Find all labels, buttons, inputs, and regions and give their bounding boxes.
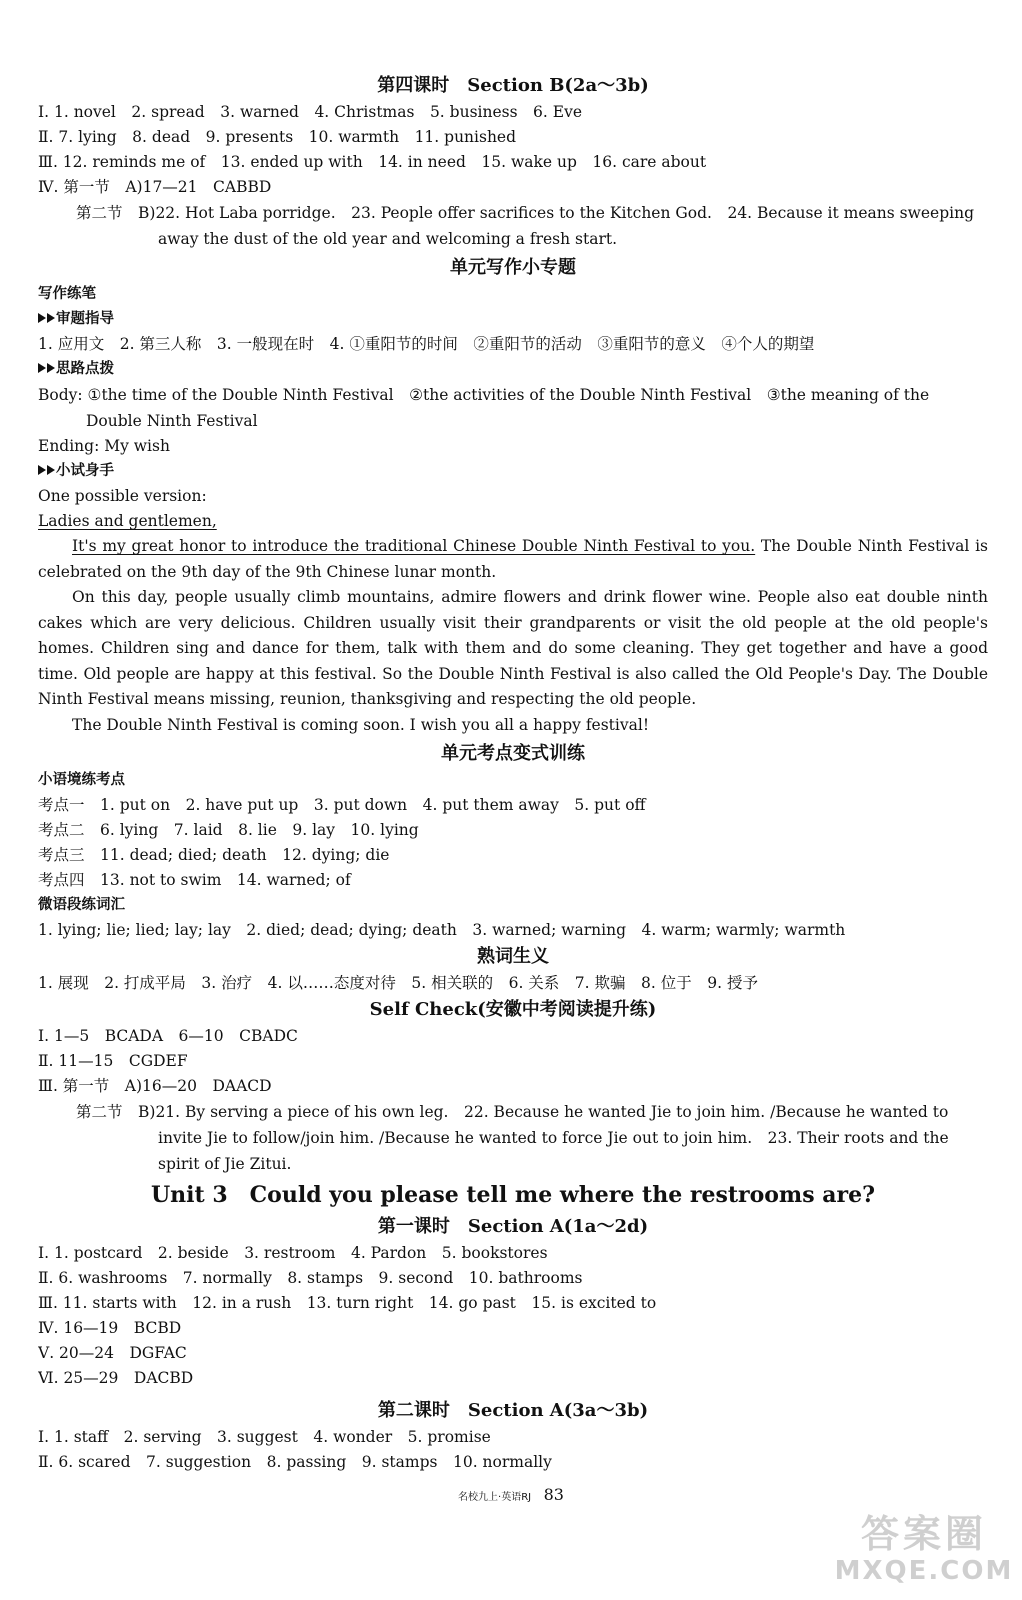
essay-paragraph-3: The Double Ninth Festival is coming soon. I wish you all a happy festival! [72,715,650,734]
arrow-icon [38,465,46,475]
guide-line: 1. 应用文 2. 第三人称 3. 一般现在时 4. ①重阳节的时间 ②重阳节的活动 ③重阳节的意义 ④个人的期望 [38,335,815,353]
s3-line-3: 考点三 11. dead; died; death 12. dying; die [38,846,390,864]
page-footer [0,1485,1022,1504]
arrow-icon [38,313,46,323]
s3-line-2: 考点二 6. lying 7. laid 8. lie 9. lay 10. lying [38,821,419,839]
essay-paragraph-1 [38,534,988,585]
s1-part2: 第二节 B)22. Hot Laba porridge. 23. People offer sacrifices to the Kitchen God. 24. Because it means sweeping away the dust of the old year and welcoming a fresh start. [76,204,974,248]
ending-outline: Ending: My wish [38,437,170,455]
guide-subtitle [38,307,988,332]
unit-title: Unit 3 Could you please tell me where the restrooms are? [151,1182,875,1208]
lesson1-title: 第一课时 Section A(1a～2d) [377,1216,649,1237]
try-title: 小试身手 [56,463,114,479]
arrow-icon [47,465,55,475]
writing-title: 单元写作小专题 [450,257,576,278]
s3-line-1: 考点一 1. put on 2. have put up 3. put down 4. put them away 5. put off [38,796,646,814]
s5-line-3: Ⅲ. 第一节 A)16—20 DAACD [38,1077,272,1095]
s7-line-1: Ⅰ. 1. staff 2. serving 3. suggest 4. wonder 5. promise [38,1428,491,1446]
s1-line-3: Ⅲ. 12. reminds me of 13. ended up with 14. in need 15. wake up 16. care about [38,153,707,171]
writing-practice-label: 写作练笔 [38,286,96,302]
s6-line-4: Ⅳ. 16—19 BCBD [38,1319,182,1337]
essay-paragraph-2: On this day, people usually climb mountains, admire flowers and drink flower wine. People also eat double ninth cakes which are very delicious. Children usually visit their grandparents or visit the old people at the old people's homes. Children sing and dance for them, talk with them and do some cleaning. They get together and have a good time. Old people are happy at this festival. So the Double Ninth Festival is also called the Old People's Day. The Double Ninth Festival means missing, reunion, thanksgiving and respecting the old people. [38,588,988,708]
ideas-title: 思路点拨 [56,361,114,377]
variant-training-title: 单元考点变式训练 [441,743,585,764]
context-subtitle: 小语境练考点 [38,772,125,788]
s6-line-5: Ⅴ. 20—24 DGFAC [38,1344,187,1362]
arrow-icon [38,363,46,373]
essay-topic-sentence: It's my great honor to introduce the traditional Chinese Double Ninth Festival to you. [72,537,756,555]
familiar-words-title: 熟词生义 [477,946,549,967]
watermark-url: MXQE.COM [834,1556,1014,1586]
greeting-text: Ladies and gentlemen, [38,512,217,530]
body-outline: Body: ①the time of the Double Ninth Festival ②the activities of the Double Ninth Festival ③the meaning of the Double Ninth Festival [38,386,930,430]
s6-line-2: Ⅱ. 6. washrooms 7. normally 8. stamps 9. second 10. bathrooms [38,1269,583,1287]
ideas-subtitle [38,357,988,382]
watermark-cn: 答案圈 [860,1512,987,1556]
s5-line-2: Ⅱ. 11—15 CGDEF [38,1052,188,1070]
lesson2-title: 第二课时 Section A(3a～3b) [377,1400,649,1421]
s6-line-6: Ⅵ. 25—29 DACBD [38,1369,194,1387]
vocab-subtitle: 微语段练词汇 [38,897,125,913]
arrow-icon [47,363,55,373]
familiar-words-line: 1. 展现 2. 打成平局 3. 治疗 4. 以……态度对待 5. 相关联的 6. 关系 7. 欺骗 8. 位于 9. 授予 [38,974,758,992]
page-number: 83 [543,1485,564,1504]
essay-p1-rest: The Double Ninth Festival is celebrated on the 9th day of the 9th Chinese lunar month. [38,537,988,581]
s1-line-4: Ⅳ. 第一节 A)17—21 CABBD [38,178,272,196]
s1-line-1: Ⅰ. 1. novel 2. spread 3. warned 4. Christmas 5. business 6. Eve [38,103,582,121]
greeting [38,509,988,534]
try-subtitle [38,459,988,484]
series-label: 名校九上·英语RJ [458,1492,532,1503]
s1-line-2: Ⅱ. 7. lying 8. dead 9. presents 10. warmth 11. punished [38,128,517,146]
s6-line-3: Ⅲ. 11. starts with 12. in a rush 13. turn right 14. go past 15. is excited to [38,1294,657,1312]
section-b-title: 第四课时 Section B(2a～3b) [377,75,649,96]
s6-line-1: Ⅰ. 1. postcard 2. beside 3. restroom 4. Pardon 5. bookstores [38,1244,548,1262]
s3-line-4: 考点四 13. not to swim 14. warned; of [38,871,351,889]
s5-part2: 第二节 B)21. By serving a piece of his own leg. 22. Because he wanted Jie to join him. /Because he wanted to invite Jie to follow/join him. /Because he wanted to force Jie out to join him. 23. Their roots and the spirit of Jie Zitui. [76,1103,949,1173]
watermark-logo [834,1512,1014,1592]
s7-line-2: Ⅱ. 6. scared 7. suggestion 8. passing 9. stamps 10. normally [38,1453,552,1471]
possible-version-label: One possible version: [38,487,207,505]
s5-line-1: Ⅰ. 1—5 BCADA 6—10 CBADC [38,1027,298,1045]
self-check-title: Self Check(安徽中考阅读提升练) [369,999,657,1020]
answer-page [38,72,988,1475]
guide-title: 审题指导 [56,311,114,327]
arrow-icon [47,313,55,323]
vocab-line: 1. lying; lie; lied; lay; lay 2. died; dead; dying; death 3. warned; warning 4. warm; warmly; warmth [38,921,846,939]
